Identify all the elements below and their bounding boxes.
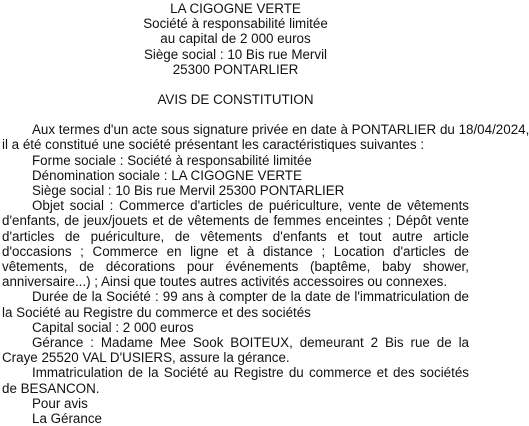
- notice-title: AVIS DE CONSTITUTION: [157, 92, 314, 108]
- company-header: [2, 1, 469, 77]
- legal-notice: [0, 1, 529, 426]
- intro-line-2: il a été constitué une société présentant les caractéristiques suivantes :: [2, 137, 425, 153]
- objet-social: Objet social : Commerce d'articles de puériculture, vente de vêtements d'enfants, de jeux/jouets et de vêtements de femmes enceintes ; Dépôt vente d'articles de puériculture, de vêtements d'enfants et tout autre article d'occasions ; Commerce en ligne et à distance ; Location d'articles de vêtements, de décorations pour événements (baptême, baby shower, anniversaire...) ; Ainsi que toutes autres activités accessoires ou connexes.: [2, 198, 469, 290]
- duree-societe: Durée de la Société : 99 ans à compter de la date de l'immatriculation de la Société au Registre du commerce et des sociétés: [2, 289, 469, 320]
- immatriculation: Immatriculation de la Société au Registre du commerce et des sociétés de BESANCON.: [2, 365, 469, 396]
- company-name: LA CIGOGNE VERTE: [170, 1, 301, 16]
- company-capital: au capital de 2 000 euros: [160, 31, 311, 47]
- siege-social: Siège social : 10 Bis rue Mervil 25300 PONTARLIER: [32, 183, 345, 199]
- company-seat: Siège social : 10 Bis rue Mervil: [143, 46, 328, 62]
- company-city: 25300 PONTARLIER: [172, 61, 299, 77]
- forme-sociale: Forme sociale : Société à responsabilité limitée: [32, 152, 312, 168]
- signature-gerance: La Gérance: [32, 411, 102, 426]
- intro-line-1: Aux termes d'un acte sous signature privée en date à PONTARLIER du 18/04/2024,: [32, 122, 529, 138]
- pour-avis: Pour avis: [32, 395, 88, 411]
- denomination-sociale: Dénomination sociale : LA CIGOGNE VERTE: [32, 167, 302, 183]
- gerance: Gérance : Madame Mee Sook BOITEUX, demeurant 2 Bis rue de la Craye 25520 VAL D'USIERS, assure la gérance.: [2, 335, 469, 366]
- capital-social: Capital social : 2 000 euros: [32, 319, 194, 335]
- company-legal-form: Société à responsabilité limitée: [143, 16, 328, 32]
